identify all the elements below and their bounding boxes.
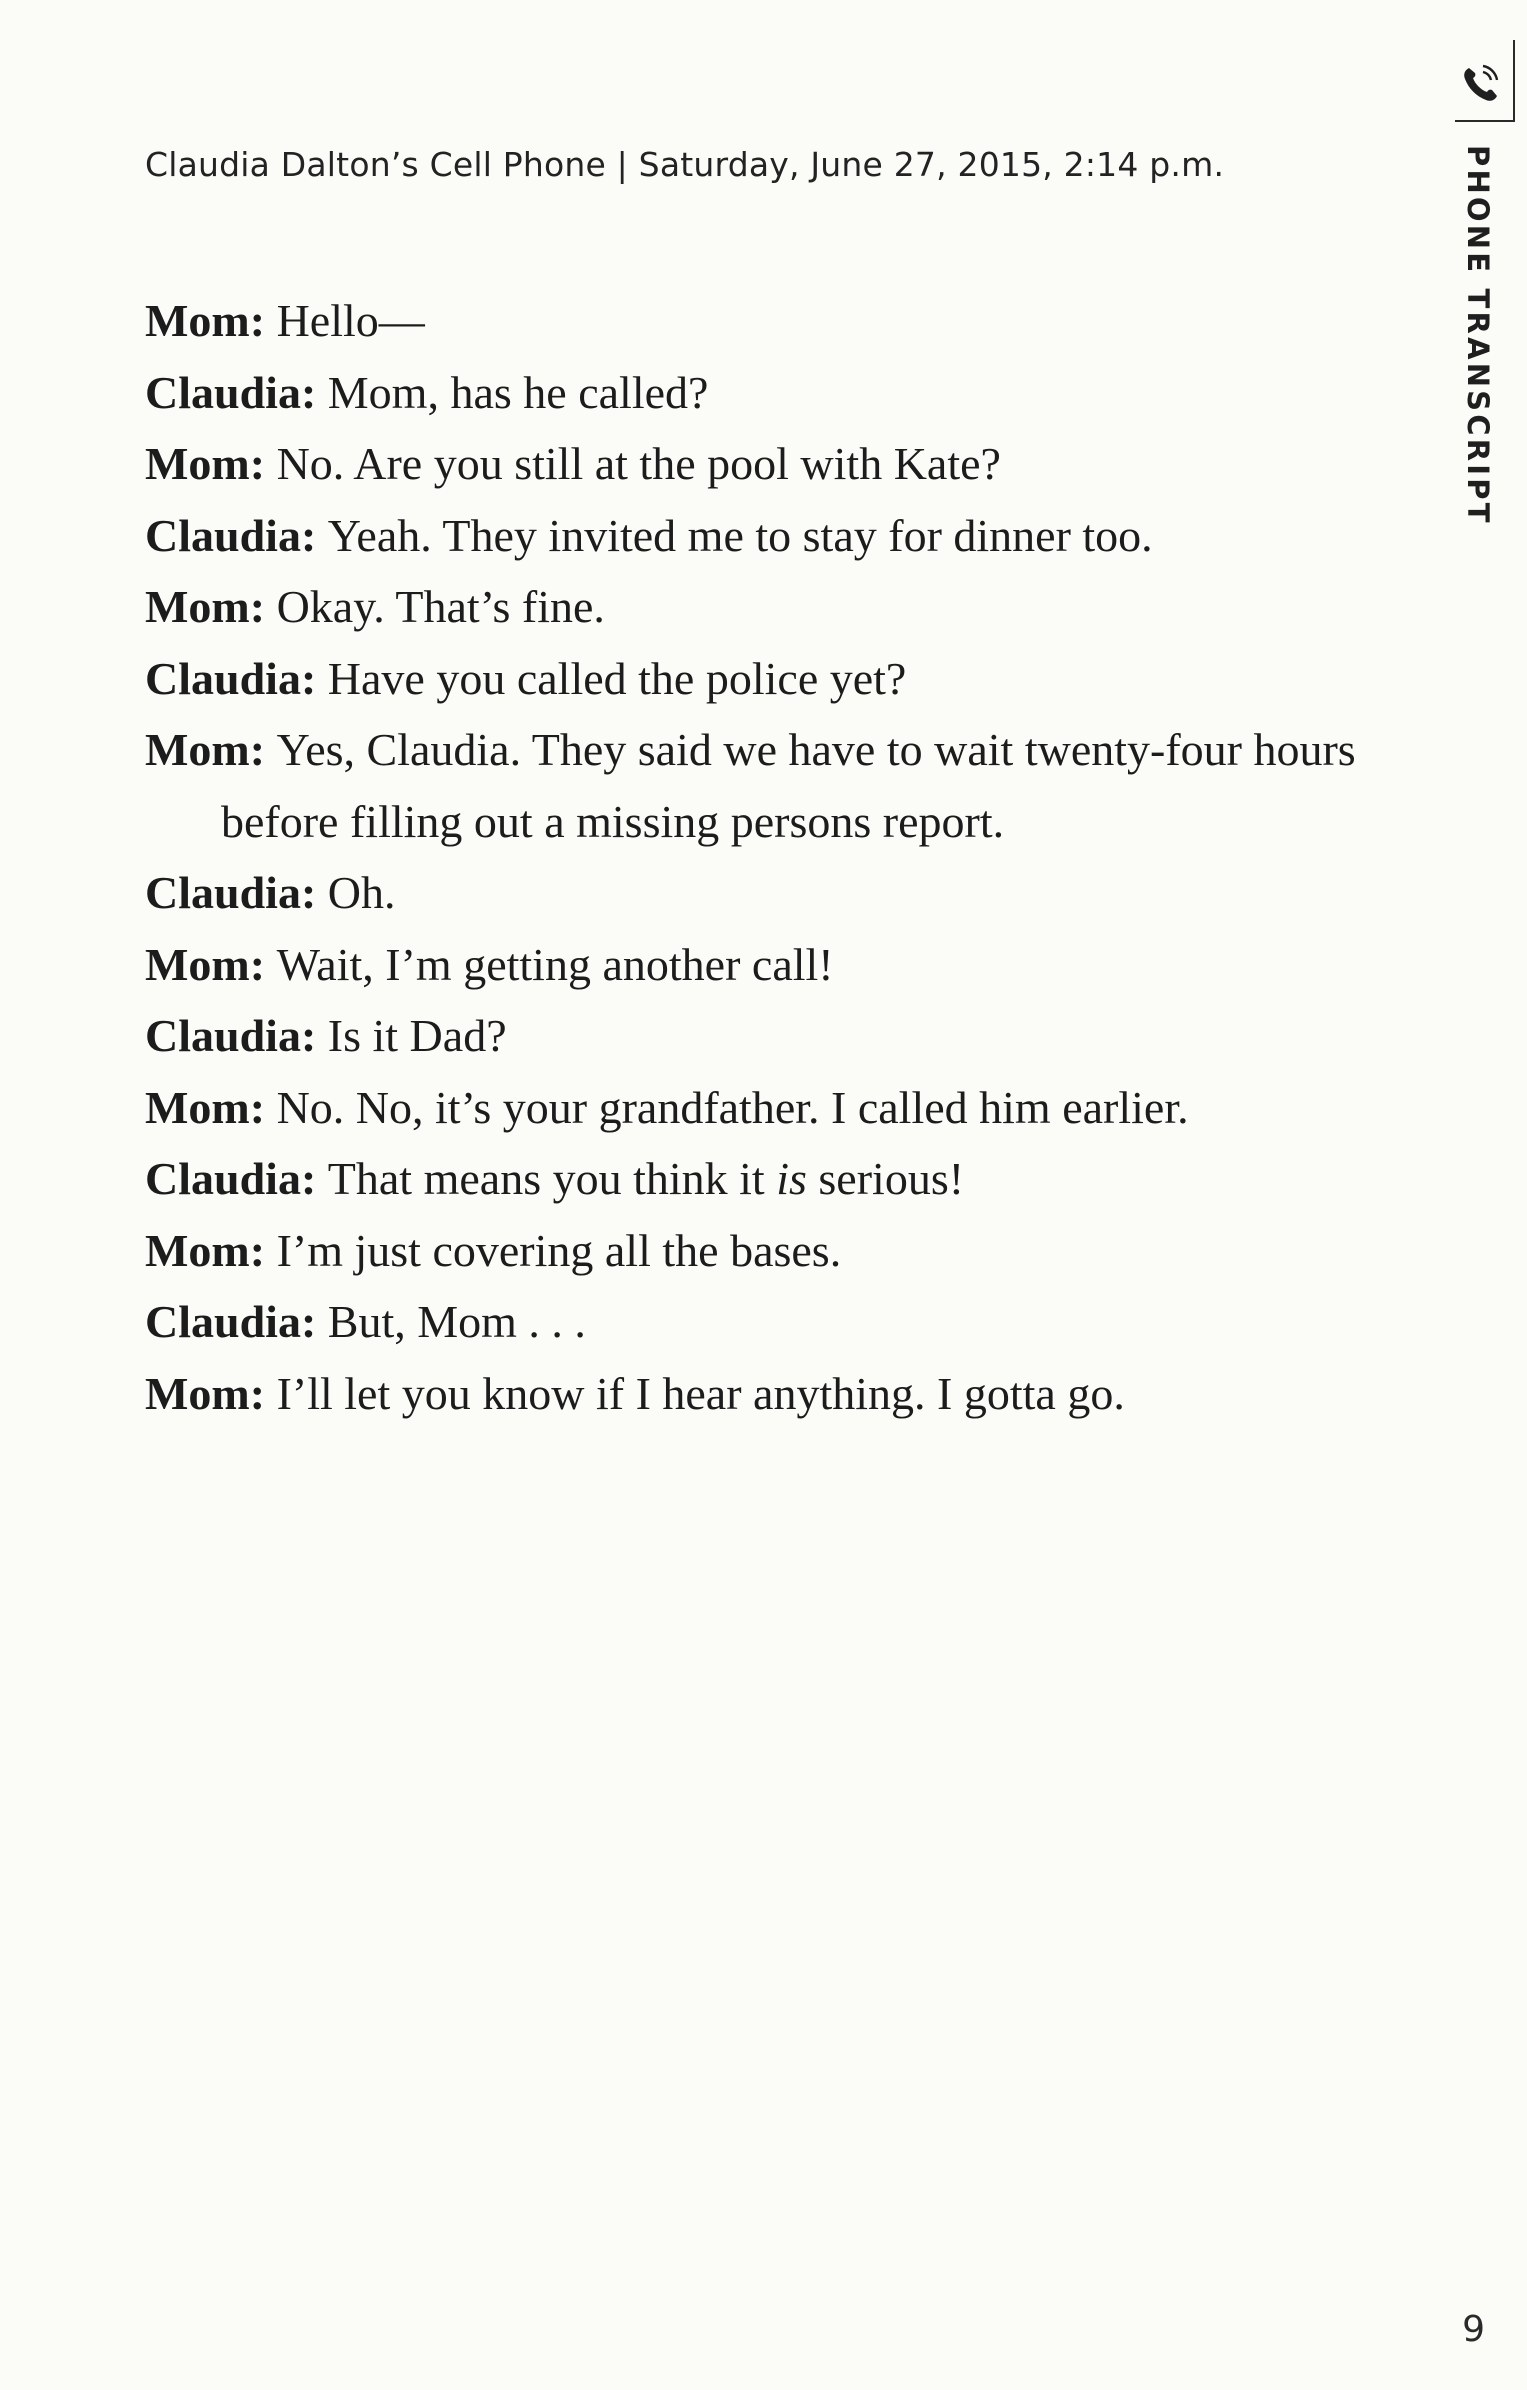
transcript-line: Claudia: Yeah. They invited me to stay for dinner too. xyxy=(145,509,1153,561)
transcript-line: Mom: Yes, Claudia. They said we have to wait twenty-four hours before filling out a missing persons report. xyxy=(145,724,1356,847)
line-text: Is it Dad? xyxy=(327,1010,507,1061)
transcript-line: Claudia: Is it Dad? xyxy=(145,1010,507,1061)
page-number: 9 xyxy=(1462,2309,1485,2350)
transcript-line: Mom: I’m just covering all the bases. xyxy=(145,1224,842,1276)
transcript-line: Claudia: But, Mom . . . xyxy=(145,1296,586,1347)
transcript-line: Claudia: That means you think it is serious! xyxy=(145,1153,965,1204)
emphasis-text: is xyxy=(776,1153,807,1204)
speaker-name: Mom xyxy=(145,1367,250,1419)
line-text: Wait, I’m getting another call! xyxy=(276,938,834,990)
line-text: Yes, Claudia. They said we have to wait twenty-four hours before filling out a missing persons report. xyxy=(221,724,1356,847)
speaker-name: Mom xyxy=(145,438,250,489)
line-text: Oh. xyxy=(327,867,396,918)
speaker-name: Mom xyxy=(145,295,250,346)
speaker-name: Claudia xyxy=(145,652,301,704)
speaker-name: Mom xyxy=(145,1224,250,1276)
speaker-name: Claudia xyxy=(145,1153,301,1204)
speaker-name: Mom xyxy=(145,938,250,990)
line-text: serious! xyxy=(806,1153,965,1204)
transcript-line: Claudia: Mom, has he called? xyxy=(145,366,709,418)
line-text: I’ll let you know if I hear anything. I gotta go. xyxy=(276,1367,1125,1419)
line-text: That means you think it xyxy=(327,1153,777,1204)
speaker-name: Claudia xyxy=(145,867,301,918)
speaker-name: Claudia xyxy=(145,509,301,561)
speaker-name: Mom xyxy=(145,1081,250,1133)
tab-divider xyxy=(1455,120,1513,122)
speaker-name: Claudia xyxy=(145,1296,301,1347)
transcript-body xyxy=(145,285,1405,1429)
line-text: Okay. That’s fine. xyxy=(276,581,605,632)
line-text: Yeah. They invited me to stay for dinner too. xyxy=(327,509,1153,561)
transcript-line: Mom: Wait, I’m getting another call! xyxy=(145,938,834,990)
speaker-name: Mom xyxy=(145,724,250,775)
speaker-name: Claudia xyxy=(145,366,301,418)
tab-vertical-rule xyxy=(1513,40,1515,122)
side-tab xyxy=(1447,40,1527,526)
speaker-name: Mom xyxy=(145,581,250,632)
line-text: But, Mom . . . xyxy=(327,1296,586,1347)
line-text: Mom, has he called? xyxy=(327,366,709,418)
transcript-line: Mom: No. No, it’s your grandfather. I called him earlier. xyxy=(145,1081,1189,1133)
transcript-line: Claudia: Oh. xyxy=(145,867,396,918)
line-text: I’m just covering all the bases. xyxy=(276,1224,842,1276)
tab-label: PHONE TRANSCRIPT xyxy=(1461,145,1495,526)
transcript-header: Claudia Dalton’s Cell Phone | Saturday, June 27, 2015, 2:14 p.m. xyxy=(145,145,1225,184)
transcript-line: Claudia: Have you called the police yet? xyxy=(145,652,907,704)
line-text: Have you called the police yet? xyxy=(327,652,907,704)
transcript-line: Mom: I’ll let you know if I hear anything. I gotta go. xyxy=(145,1367,1125,1419)
line-text: No. Are you still at the pool with Kate? xyxy=(276,438,1001,489)
line-text: Hello— xyxy=(276,295,425,346)
transcript-line: Mom: No. Are you still at the pool with Kate? xyxy=(145,438,1001,489)
transcript-line: Mom: Okay. That’s fine. xyxy=(145,581,605,632)
phone-icon xyxy=(1459,60,1505,106)
transcript-line: Mom: Hello— xyxy=(145,295,425,346)
speaker-name: Claudia xyxy=(145,1010,301,1061)
line-text: No. No, it’s your grandfather. I called him earlier. xyxy=(276,1081,1189,1133)
